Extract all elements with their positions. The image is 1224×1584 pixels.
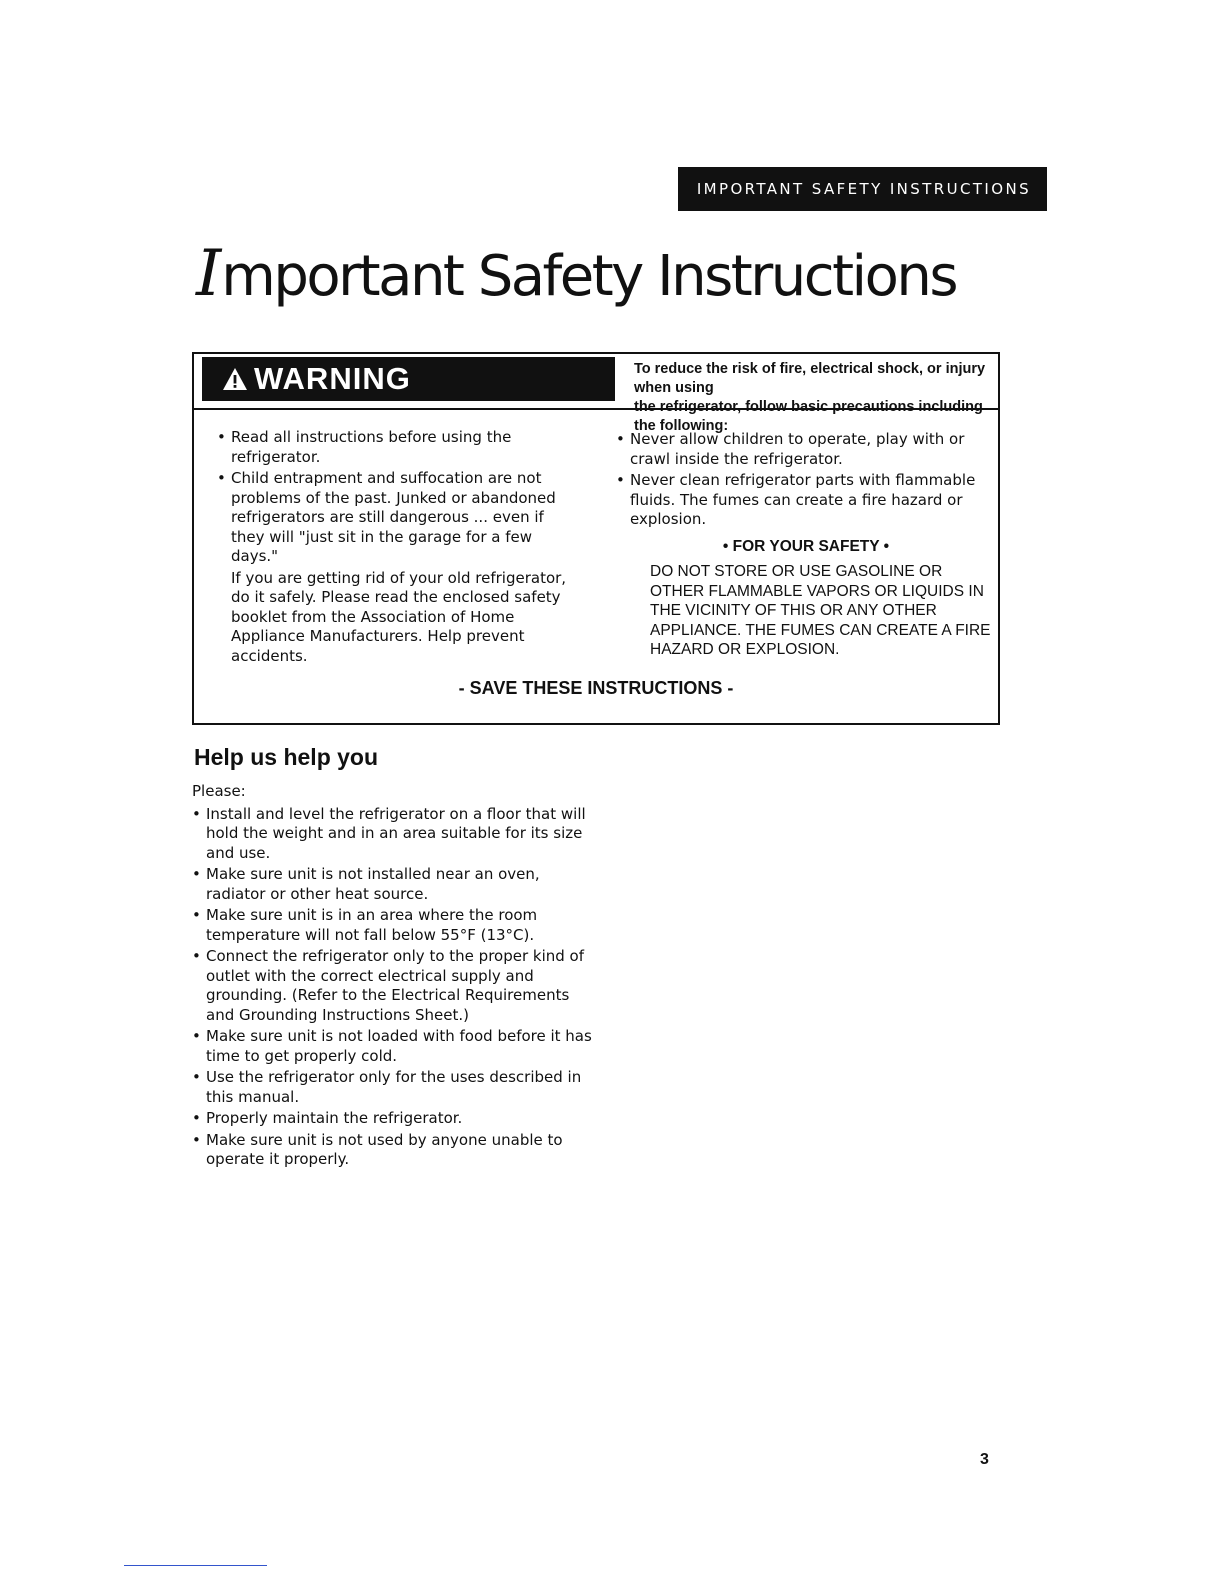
warning-triangle-icon xyxy=(222,367,248,391)
for-your-safety-heading: • FOR YOUR SAFETY • xyxy=(722,537,890,555)
list-item: • Install and level the refrigerator on a floor that will hold the weight and in an area suitable for its size and use. xyxy=(192,805,602,864)
page-title-initial: I xyxy=(196,237,222,311)
warning-lead-line-1: To reduce the risk of fire, electrical shock, or injury when using xyxy=(634,361,986,396)
help-section-body xyxy=(192,782,602,1172)
list-item: • Child entrapment and suffocation are not problems of the past. Junked or abandoned refrigerators are still dangerous ... even if they will "just sit in the garage for a few days." xyxy=(217,469,577,567)
help-list xyxy=(192,805,602,1170)
list-item: • Use the refrigerator only for the uses described in this manual. xyxy=(192,1068,602,1107)
list-item: • Make sure unit is not loaded with food before it has time to get properly cold. xyxy=(192,1027,602,1066)
warning-label-text: WARNING xyxy=(254,361,411,396)
footer-rule xyxy=(124,1565,267,1566)
warning-header xyxy=(194,354,998,434)
list-item: • Make sure unit is in an area where the room temperature will not fall below 55°F (13°C). xyxy=(192,906,602,945)
list-item: • Never allow children to operate, play with or crawl inside the refrigerator. xyxy=(616,430,996,469)
warning-lead-line-2: the refrigerator, follow basic precautions including the following: xyxy=(634,399,983,434)
warning-box xyxy=(192,352,1000,725)
list-item: • Connect the refrigerator only to the proper kind of outlet with the correct electrical supply and grounding. (Refer to the Electrical Requirements and Grounding Instructions Sheet.) xyxy=(192,947,602,1025)
page-number: 3 xyxy=(980,1451,989,1468)
page-title xyxy=(196,236,956,313)
list-item: • Make sure unit is not installed near an oven, radiator or other heat source. xyxy=(192,865,602,904)
warning-label xyxy=(202,357,615,401)
for-your-safety-text: DO NOT STORE OR USE GASOLINE OR OTHER FLAMMABLE VAPORS OR LIQUIDS IN THE VICINITY OF THIS OR ANY OTHER APPLIANCE. THE FUMES CAN CREATE A FIRE HAZARD OR EXPLOSION. xyxy=(650,563,991,658)
help-section-title: Help us help you xyxy=(194,744,379,770)
warning-left-continuation: If you are getting rid of your old refrigerator, do it safely. Please read the enclosed safety booklet from the Association of Home Appliance Manufacturers. Help prevent accidents. xyxy=(231,568,567,665)
warning-lead xyxy=(634,360,990,436)
list-item: • Properly maintain the refrigerator. xyxy=(192,1109,602,1129)
list-item: • Read all instructions before using the refrigerator. xyxy=(217,428,577,467)
page-title-rest: mportant Safety Instructions xyxy=(221,244,957,309)
section-tab-label: IMPORTANT SAFETY INSTRUCTIONS xyxy=(696,180,1031,198)
warning-right-column xyxy=(616,430,996,660)
warning-left-column xyxy=(217,428,577,666)
warning-right-list xyxy=(616,430,996,530)
section-tab xyxy=(678,167,1047,211)
list-item: • Never clean refrigerator parts with flammable fluids. The fumes can create a fire hazard or explosion. xyxy=(616,471,996,530)
save-instructions-line: - SAVE THESE INSTRUCTIONS - xyxy=(458,678,734,698)
help-please-label: Please: xyxy=(192,782,246,800)
list-item: • Make sure unit is not used by anyone unable to operate it properly. xyxy=(192,1131,602,1170)
warning-left-list xyxy=(217,428,577,567)
